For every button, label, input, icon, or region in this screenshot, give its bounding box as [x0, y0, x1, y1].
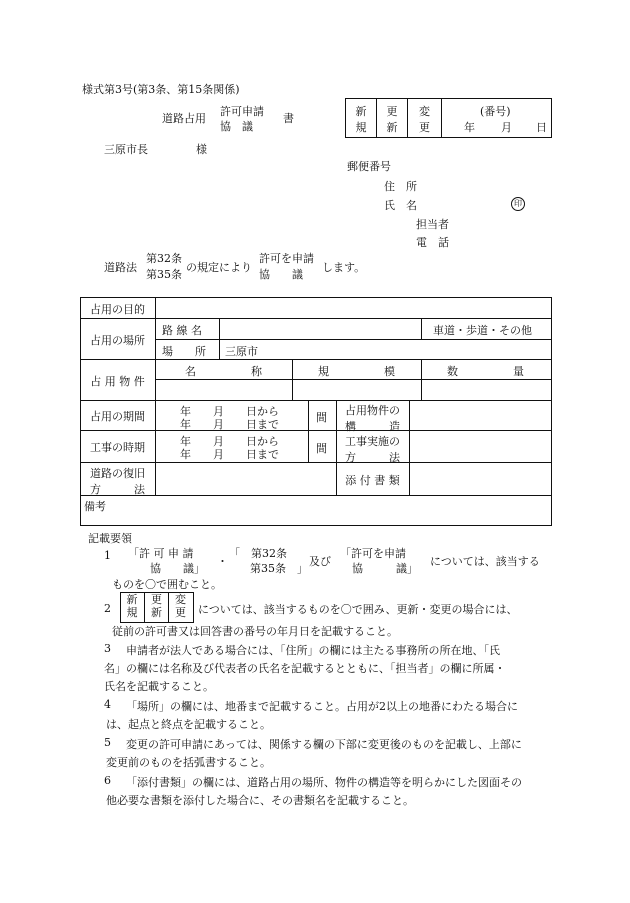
note-6-number: 6: [104, 774, 111, 787]
status-new: 新 規: [355, 105, 367, 134]
status-month: 月: [501, 121, 512, 134]
note-5-number: 5: [104, 736, 111, 749]
note-3-line-2: 名」の欄には名称及び代表者の氏名を記載するとともに、「担当者」の欄に所属・: [104, 662, 506, 675]
form-number: 様式第3号(第3条、第15条関係): [82, 83, 240, 96]
status-renew: 更 新: [386, 105, 398, 134]
status-number-label: (番号): [480, 105, 511, 118]
note-3-line-1: 申請者が法人である場合には、「住所」の欄には主たる事務所の所在地、「氏: [126, 644, 500, 657]
note-1-q2a: 「 第32条: [229, 547, 287, 560]
road-type: 車道・歩道・その他: [433, 324, 532, 337]
note-4-line-1: 「場所」の欄には、地番まで記載すること。占用が2以上の地番にわたる場合に: [126, 700, 518, 713]
note-1-tail: については、該当する: [430, 555, 540, 568]
method-label: 工事実施の 方 法: [345, 435, 400, 464]
work-period-label: 工事の時期: [90, 441, 145, 454]
work-from: 年 月 日から: [180, 435, 279, 448]
name-label: 氏 名: [384, 199, 417, 212]
note-1-q3a: 「許可を申請: [340, 547, 406, 560]
note-1-q3b: 協 議」: [352, 562, 418, 575]
restore-label: 道路の復旧 方 法: [90, 467, 145, 496]
statement-article-35: 第35条: [146, 268, 182, 281]
status-change: 変 更: [419, 105, 430, 134]
note-1-q1: 「許 可 申 請: [128, 547, 194, 560]
note-6-line-1: 「添付書類」の欄には、道路占用の場所、物件の構造等を明らかにした図面その: [126, 776, 522, 789]
period-to: 年 月 日まで: [180, 418, 279, 431]
column-quantity: 数 量: [447, 365, 524, 378]
statement-article-32: 第32条: [146, 252, 182, 265]
honorific: 様: [196, 143, 207, 156]
title-prefix: 道路占用: [162, 112, 206, 125]
place-label: 占用の場所: [90, 334, 145, 347]
note-1-and: 及び: [309, 555, 331, 568]
status-day: 日: [536, 121, 547, 134]
addressee: 三原市長: [104, 143, 148, 156]
note-4-number: 4: [104, 698, 111, 711]
statement-mid: の規定により: [186, 261, 252, 274]
note-1-number: 1: [104, 549, 111, 562]
title-option-permit: 許可申請: [220, 105, 264, 118]
object-label: 占 用 物 件: [90, 375, 145, 388]
status-year: 年: [464, 121, 475, 134]
column-scale: 規 模: [318, 365, 395, 378]
note-2-text: については、該当するものを〇で囲み、更新・変更の場合には、: [198, 603, 518, 616]
route-label: 路 線 名: [162, 324, 202, 337]
notes-heading: 記載要領: [88, 532, 132, 545]
period-between: 間: [316, 411, 327, 424]
title-option-consult: 協 議: [220, 120, 253, 133]
location-label: 場 所: [162, 345, 206, 358]
note-2-renew: 更 新: [151, 593, 162, 619]
remarks-label: 備考: [84, 500, 106, 513]
note-2-number: 2: [104, 602, 111, 615]
period-label: 占用の期間: [90, 410, 145, 423]
note-3-number: 3: [104, 642, 111, 655]
column-name: 名 称: [185, 365, 262, 378]
note-2-new: 新 規: [126, 593, 138, 619]
note-1-q1b: 協 議」: [150, 562, 205, 575]
note-4-line-2: は、起点と終点を記載すること。: [106, 718, 271, 731]
note-6-line-2: 他必要な書類を添付した場合に、その書類名を記載すること。: [106, 794, 414, 807]
note-1-line-2: ものを〇で囲むこと。: [112, 578, 222, 591]
statement-end: します。: [322, 261, 366, 274]
note-2-line-2: 従前の許可書又は回答書の番号の年月日を記載すること。: [112, 625, 398, 638]
statement-law: 道路法: [104, 261, 137, 274]
contact-label: 担当者: [416, 218, 449, 231]
note-1-dot: ・: [217, 555, 228, 568]
location-value: 三原市: [225, 345, 258, 358]
note-5-line-2: 変更前のものを括弧書すること。: [106, 756, 271, 769]
note-3-line-3: 氏名を記載すること。: [104, 680, 214, 693]
postal-label: 郵便番号: [347, 160, 391, 173]
statement-option-permit: 許可を申請: [259, 252, 314, 265]
structure-label: 占用物件の 構 造: [345, 404, 400, 433]
note-1-q2b: 第35条 」: [250, 562, 308, 575]
work-to: 年 月 日まで: [180, 448, 279, 461]
period-from: 年 月 日から: [180, 405, 279, 418]
statement-option-consult: 協 議: [259, 268, 303, 281]
address-label: 住 所: [384, 180, 417, 193]
phone-label: 電 話: [416, 236, 449, 249]
seal-mark: 印: [511, 197, 525, 211]
note-2-change: 変 更: [175, 593, 186, 619]
title-suffix: 書: [283, 112, 294, 125]
purpose-label: 占用の目的: [90, 303, 145, 316]
note-5-line-1: 変更の許可申請にあっては、関係する欄の下部に変更後のものを記載し、上部に: [126, 738, 522, 751]
attach-label: 添 付 書 類: [345, 474, 400, 487]
work-between: 間: [316, 442, 327, 455]
